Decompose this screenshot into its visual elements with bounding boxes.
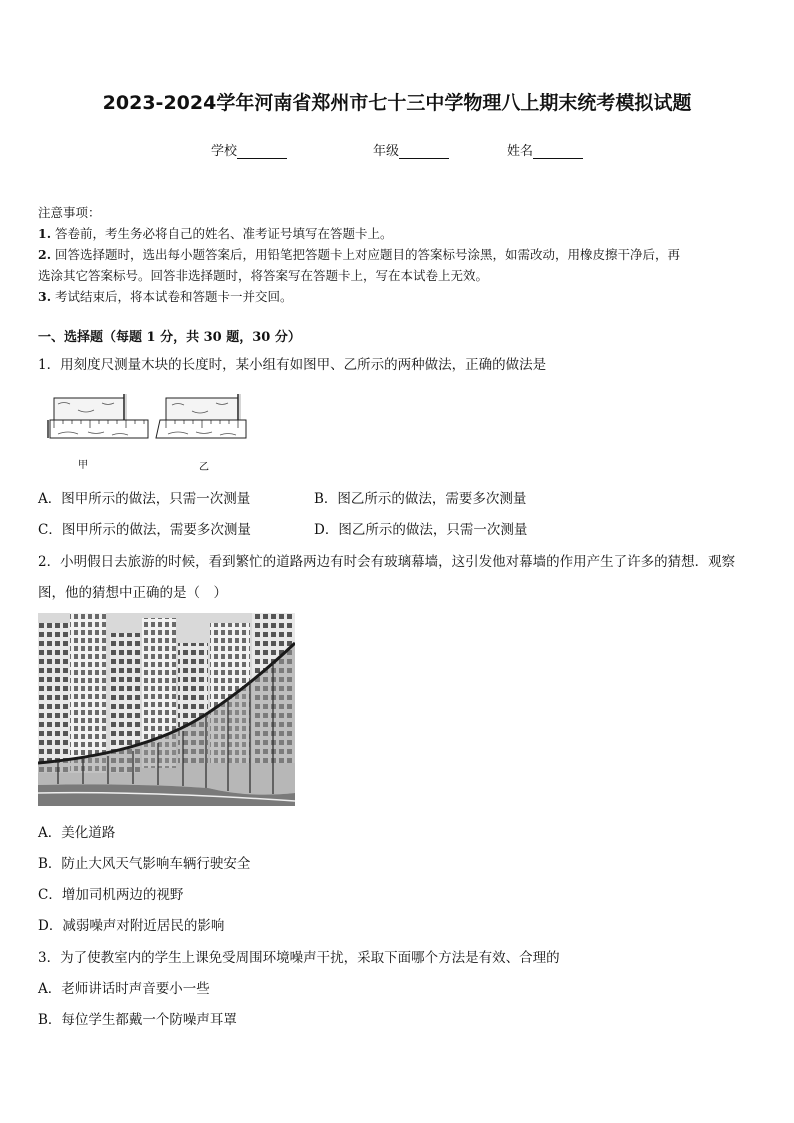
q1-option-b[interactable]: B．图乙所示的做法，需要多次测量 bbox=[314, 491, 527, 507]
question-1-stem: 1．用刻度尺测量木块的长度时，某小组有如图甲、乙所示的两种做法，正确的做法是 bbox=[38, 357, 547, 373]
notes-block bbox=[38, 202, 758, 307]
page-title: 2023-2024学年河南省郑州市七十三中学物理八上期末统考模拟试题 bbox=[102, 92, 692, 114]
glass-wall-road-photo bbox=[38, 613, 295, 806]
note-number: 1. bbox=[38, 226, 52, 241]
name-label: 姓名 bbox=[507, 144, 534, 159]
q2-option-b[interactable]: B．防止大风天气影响车辆行驶安全 bbox=[38, 856, 251, 872]
q1-option-d[interactable]: D．图乙所示的做法，只需一次测量 bbox=[314, 522, 528, 538]
section-heading: 一、选择题（每题 1 分，共 30 题，30 分） bbox=[38, 330, 301, 345]
q3-option-b[interactable]: B．每位学生都戴一个防噪声耳罩 bbox=[38, 1012, 237, 1028]
q2-option-a[interactable]: A．美化道路 bbox=[38, 825, 116, 841]
question-3-stem: 3．为了使教室内的学生上课免受周围环境噪声干扰，采取下面哪个方法是有效、合理的 bbox=[38, 950, 560, 966]
note-item-continued bbox=[38, 265, 758, 286]
school-field[interactable] bbox=[211, 140, 287, 159]
note-item bbox=[38, 223, 758, 244]
q1-option-a[interactable]: A．图甲所示的做法，只需一次测量 bbox=[38, 491, 251, 507]
figure-label-yi: 乙 bbox=[199, 462, 209, 473]
question-2-stem-line2: 图，他的猜想中正确的是（ ） bbox=[38, 585, 227, 601]
ruler-measurement-figure bbox=[44, 390, 254, 474]
note-number: 2. bbox=[38, 247, 52, 262]
q2-option-c[interactable]: C．增加司机两边的视野 bbox=[38, 887, 184, 903]
grade-field[interactable] bbox=[373, 140, 449, 159]
question-2-stem-line1: 2．小明假日去旅游的时候，看到繁忙的道路两边有时会有玻璃幕墙，这引发他对幕墙的作用产生了许多的猜想．观察 bbox=[38, 554, 736, 570]
ruler-figure-jia bbox=[48, 394, 148, 438]
note-item bbox=[38, 244, 758, 265]
note-text: 答卷前，考生务必将自己的姓名、准考证号填写在答题卡上。 bbox=[55, 226, 393, 241]
q2-option-d[interactable]: D．减弱噪声对附近居民的影响 bbox=[38, 918, 225, 934]
q3-option-a[interactable]: A．老师讲话时声音要小一些 bbox=[38, 981, 210, 997]
notes-heading: 注意事项： bbox=[38, 205, 101, 220]
grade-label: 年级 bbox=[373, 144, 400, 159]
note-number: 3. bbox=[38, 289, 52, 304]
figure-label-jia: 甲 bbox=[78, 460, 88, 471]
name-blank[interactable] bbox=[533, 144, 583, 159]
note-text: 选涂其它答案标号。回答非选择题时，将答案写在答题卡上，写在本试卷上无效。 bbox=[38, 268, 489, 283]
note-item bbox=[38, 286, 758, 307]
note-text: 考试结束后，将本试卷和答题卡一并交回。 bbox=[55, 289, 293, 304]
q1-option-c[interactable]: C．图甲所示的做法，需要多次测量 bbox=[38, 522, 251, 538]
grade-blank[interactable] bbox=[399, 144, 449, 159]
school-blank[interactable] bbox=[237, 144, 287, 159]
ruler-figure-yi bbox=[156, 394, 246, 438]
school-label: 学校 bbox=[211, 144, 238, 159]
name-field[interactable] bbox=[507, 140, 583, 159]
note-text: 回答选择题时，选出每小题答案后，用铅笔把答题卡上对应题目的答案标号涂黑，如需改动，用橡皮擦干净后，再 bbox=[55, 247, 681, 262]
